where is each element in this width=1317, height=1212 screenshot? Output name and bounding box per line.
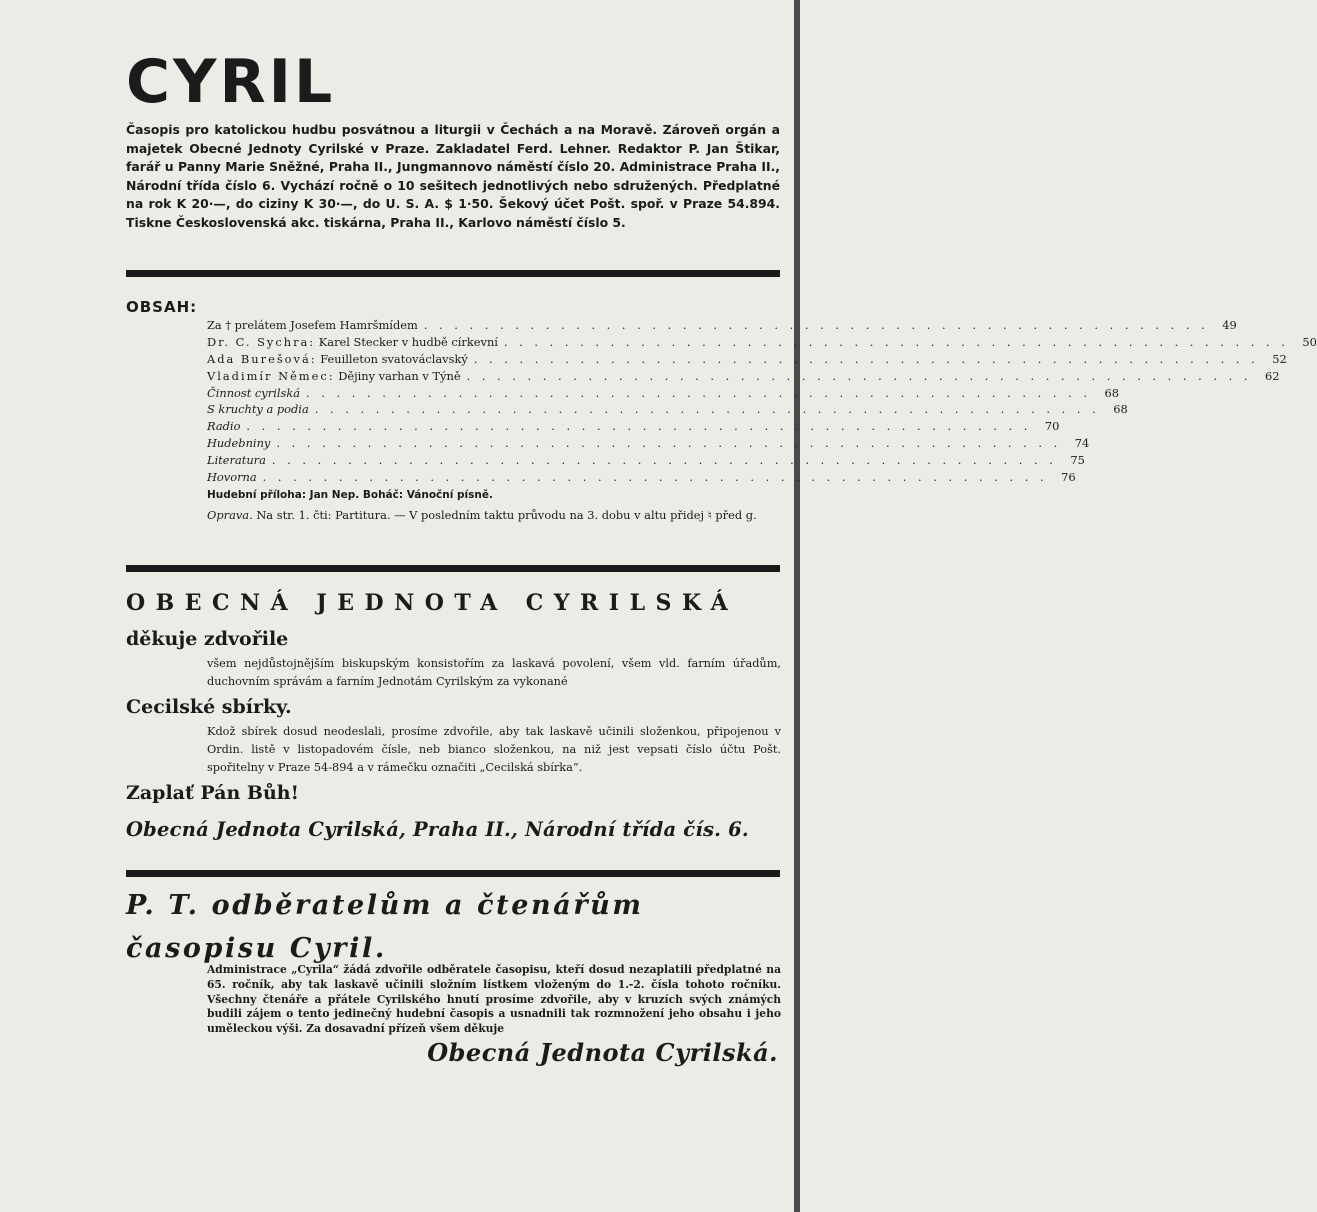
cecil-collection-text: Kdož sbírek dosud neodeslali, prosíme zdvořile, aby tak laskavě učinili složenkou, připojenou v Ordin. listě v listopadovém čísle, neb bianco složenkou, na niž jest vepsati číslo účtu Pošt. spořitelny v Praze 54-894 a v rámečku označiti „Cecilská sbírka“. — [207, 725, 781, 774]
toc-row — [207, 419, 1060, 436]
toc-row — [207, 318, 1237, 335]
erratum — [207, 507, 781, 524]
toc-page-number: 49 — [1222, 318, 1237, 332]
magazine-title: CYRIL — [126, 47, 336, 117]
toc-entry-title: Vladimír Němec: Dějiny varhan v Týně — [207, 368, 461, 383]
toc-leader-dots: . . . . . . . . . . . . . . . . . . . . . . . . . . . . . . . . . . . . . . . . . . . . . . . . . . . . — [503, 334, 1289, 349]
toc-leader-dots: . . . . . . . . . . . . . . . . . . . . . . . . . . . . . . . . . . . . . . . . . . . . . . . . . . . . — [466, 368, 1252, 383]
toc-page-number: 75 — [1070, 453, 1085, 468]
contents-heading: OBSAH: — [126, 298, 198, 316]
toc-page-number: 74 — [1074, 436, 1090, 451]
toc-leader-dots: . . . . . . . . . . . . . . . . . . . . . . . . . . . . . . . . . . . . . . . . . . . . . . . . . . . . — [473, 351, 1259, 366]
toc-entry-title: S kruchty a podia — [207, 402, 309, 417]
toc-page-number: 70 — [1044, 419, 1060, 434]
toc-row — [207, 351, 1287, 369]
toc-entry-title: Literatura — [207, 453, 266, 468]
table-of-contents — [207, 318, 1317, 524]
toc-entry-author: Ada Burešová: — [207, 351, 317, 366]
toc-entry-title: Hovorna — [207, 470, 257, 485]
subscriber-notice-signature: Obecná Jednota Cyrilská. — [427, 1038, 778, 1067]
toc-entry-title: Činnost cyrilská — [207, 385, 301, 400]
toc-entry-title: Za † prelátem Josefem Hamršmídem — [207, 318, 418, 332]
society-heading: OBECNÁ JEDNOTA CYRILSKÁ — [126, 590, 739, 616]
subscriber-notice-text: Administrace „Cyrila“ žádá zdvořile odběratele časopisu, kteří dosud nezaplatili předplatné na 65. ročník, aby tak laskavě učinili složním lístkem vloženým do 1.-2. čísla tohoto ročníku. Všechny čtenáře a přátele Cyrilského hnutí prosíme zdvořile, aby v kruzích svých známých budili zájem o tento jedinečný hudební časopis a usnadnili tak rozmnožení jeho obsahu i jeho uměleckou výši. Za dosavadní přízeň všem děkuje — [207, 963, 781, 1036]
toc-page-number: 68 — [1104, 385, 1119, 400]
toc-leader-dots: . . . . . . . . . . . . . . . . . . . . . . . . . . . . . . . . . . . . . . . . . . . . . . . . . . . . — [314, 402, 1100, 417]
toc-row — [207, 368, 1280, 386]
toc-entry-author: Vladimír Němec: — [207, 368, 335, 383]
toc-entry-title: Ada Burešová: Feuilleton svatováclavský — [207, 351, 468, 366]
toc-row — [207, 436, 1090, 453]
toc-page-number: 76 — [1061, 470, 1076, 485]
toc-page-number: 52 — [1272, 351, 1287, 366]
divider-rule — [126, 870, 780, 877]
toc-page-number: 62 — [1265, 368, 1280, 383]
toc-row — [207, 402, 1128, 419]
toc-leader-dots: . . . . . . . . . . . . . . . . . . . . . . . . . . . . . . . . . . . . . . . . . . . . . . . . . . . . — [262, 470, 1048, 485]
thanks-heading: děkuje zdvořile — [126, 628, 289, 650]
toc-row — [207, 385, 1119, 403]
divider-rule — [126, 270, 780, 277]
divider-rule — [126, 565, 780, 572]
toc-page-number: 50 — [1302, 334, 1317, 349]
thanks-text: všem nejdůstojnějším biskupským konsistořím za laskavá povolení, všem vld. farním úřadům, duchovním správám a farním Jednotám Cyrilským za vykonané — [207, 657, 781, 688]
toc-row — [207, 334, 1317, 352]
toc-page-number: 68 — [1113, 402, 1128, 417]
toc-row — [207, 453, 1085, 470]
toc-row — [207, 470, 1076, 487]
toc-leader-dots: . . . . . . . . . . . . . . . . . . . . . . . . . . . . . . . . . . . . . . . . . . . . . . . . . . . . — [246, 419, 1032, 434]
subscriber-notice-heading: P. T. odběratelům a čtenářům časopisu Cyril. — [126, 890, 644, 964]
cecil-collection-heading: Cecilské sbírky. — [126, 696, 292, 718]
toc-leader-dots: . . . . . . . . . . . . . . . . . . . . . . . . . . . . . . . . . . . . . . . . . . . . . . . . . . . . — [271, 453, 1057, 468]
toc-entry-author: Dr. C. Sychra: — [207, 334, 316, 349]
erratum-label: Oprava. — [207, 507, 253, 522]
closing-blessing: Zaplať Pán Bůh! — [126, 782, 299, 804]
toc-leader-dots: . . . . . . . . . . . . . . . . . . . . . . . . . . . . . . . . . . . . . . . . . . . . . . . . . . . . — [276, 436, 1062, 451]
toc-leader-dots: . . . . . . . . . . . . . . . . . . . . . . . . . . . . . . . . . . . . . . . . . . . . . . . . . . . . — [306, 385, 1091, 400]
erratum-text: Na str. 1. čti: Partitura. — V posledním taktu průvodu na 3. dobu v altu přidej ♮ před g. — [252, 507, 757, 522]
toc-leader-dots: . . . . . . . . . . . . . . . . . . . . . . . . . . . . . . . . . . . . . . . . . . . . . . . . . . . . — [423, 318, 1209, 332]
toc-entry-title: Radio — [207, 419, 241, 434]
toc-entry-title: Dr. C. Sychra: Karel Stecker v hudbě církevní — [207, 334, 498, 349]
music-supplement: Hudební příloha: Jan Nep. Boháč: Vánoční písně. — [207, 488, 493, 501]
society-signature: Obecná Jednota Cyrilská, Praha II., Národní třída čís. 6. — [126, 818, 749, 841]
page-edge — [794, 0, 800, 1212]
masthead-text: Časopis pro katolickou hudbu posvátnou a liturgii v Čechách a na Moravě. Zároveň orgán a majetek Obecné Jednoty Cyrilské v Praze. Zakladatel Ferd. Lehner. Redaktor P. Jan Štikar, farář u Panny Marie Sněžné, Praha II., Jungmannovo náměstí číslo 20. Administrace Praha II., Národní třída číslo 6. Vychází ročně o 10 sešitech jednotlivých nebo sdružených. Předplatné na rok K 20·—, do ciziny K 30·—, do U. S. A. $ 1·50. Šekový účet Pošt. spoř. v Praze 54.894. Tiskne Československá akc. tiskárna, Praha II., Karlovo náměstí číslo 5. — [126, 122, 780, 230]
toc-entry-title: Hudebniny — [207, 436, 271, 451]
